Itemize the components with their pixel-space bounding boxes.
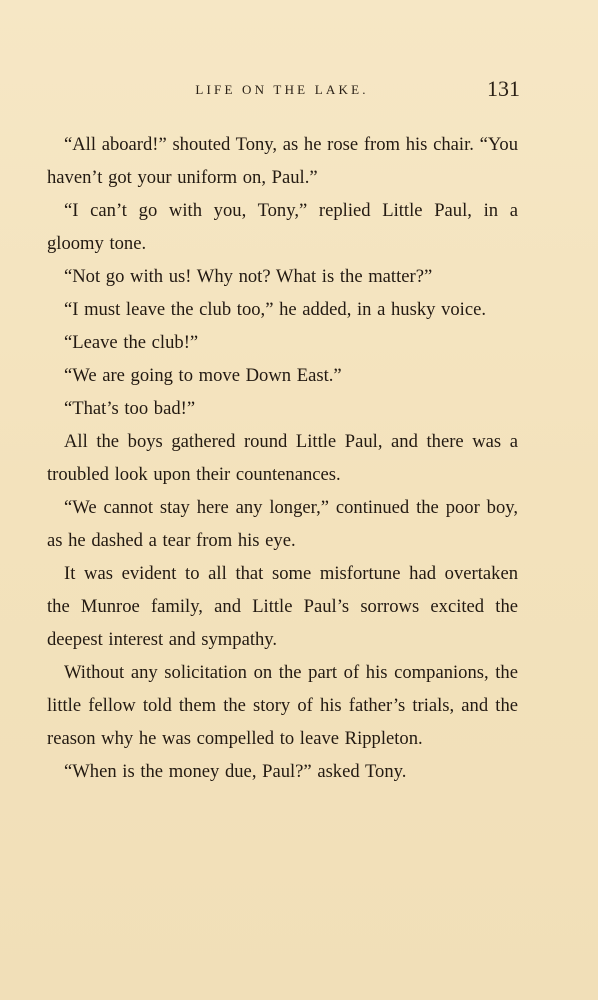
paragraph: It was evident to all that some misfortune had overtaken the Munroe family, and Little Paul’s sorrows excited the deepest interest and sympathy. (47, 563, 518, 650)
paragraph: “That’s too bad!” (64, 398, 196, 419)
paragraph: All the boys gathered round Little Paul, and there was a troubled look upon their countenances. (47, 431, 518, 485)
page-header (46, 76, 518, 104)
paragraph: “We cannot stay here any longer,” continued the poor boy, as he dashed a tear from his eye. (47, 497, 518, 551)
paragraph: “I can’t go with you, Tony,” replied Little Paul, in a gloomy tone. (47, 200, 518, 254)
paragraph: “We are going to move Down East.” (64, 365, 342, 386)
paragraph: “Not go with us! Why not? What is the matter?” (64, 266, 433, 287)
paragraph: Without any solicitation on the part of his companions, the little fellow told them the story of his father’s trials, and the reason why he was compelled to leave Rippleton. (47, 662, 518, 749)
paragraph: “I must leave the club too,” he added, in a husky voice. (64, 299, 486, 320)
body-text (47, 128, 518, 788)
running-head: LIFE ON THE LAKE. (195, 82, 369, 97)
paragraph: “When is the money due, Paul?” asked Tony. (64, 761, 407, 782)
paragraph: “All aboard!” shouted Tony, as he rose from his chair. “You haven’t got your uniform on, Paul.” (47, 134, 518, 188)
paragraph: “Leave the club!” (64, 332, 199, 353)
page-number: 131 (487, 76, 520, 101)
